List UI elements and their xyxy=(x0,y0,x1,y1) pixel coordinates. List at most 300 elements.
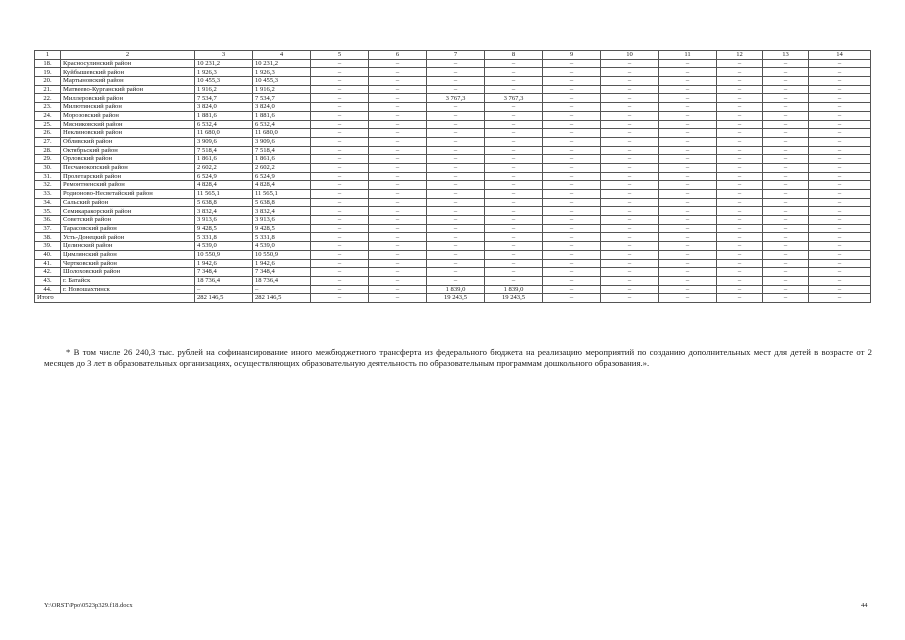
value-cell: – xyxy=(659,259,717,268)
value-cell: – xyxy=(485,103,543,112)
value-cell: – xyxy=(543,146,601,155)
row-number-cell: 37. xyxy=(35,224,61,233)
value-cell: – xyxy=(311,77,369,86)
value-cell: 1 926,3 xyxy=(195,68,253,77)
total-value-cell: 19 243,5 xyxy=(485,294,543,303)
value-cell: – xyxy=(659,146,717,155)
value-cell: – xyxy=(427,198,485,207)
value-cell: – xyxy=(369,242,427,251)
value-cell: – xyxy=(369,111,427,120)
value-cell: – xyxy=(311,259,369,268)
total-value-cell: – xyxy=(601,294,659,303)
value-cell: 1 839,0 xyxy=(485,285,543,294)
value-cell: – xyxy=(543,268,601,277)
value-cell: – xyxy=(659,242,717,251)
column-number-cell: 4 xyxy=(253,51,311,60)
value-cell: 18 736,4 xyxy=(253,276,311,285)
column-number-cell: 3 xyxy=(195,51,253,60)
value-cell: – xyxy=(427,207,485,216)
value-cell: – xyxy=(763,224,809,233)
value-cell: – xyxy=(427,85,485,94)
value-cell: 5 331,8 xyxy=(195,233,253,242)
value-cell: – xyxy=(763,94,809,103)
value-cell: – xyxy=(763,207,809,216)
total-value-cell: – xyxy=(763,294,809,303)
value-cell: – xyxy=(543,207,601,216)
district-name-cell: Куйбышевский район xyxy=(61,68,195,77)
value-cell: – xyxy=(369,181,427,190)
value-cell: – xyxy=(253,285,311,294)
column-number-cell: 1 xyxy=(35,51,61,60)
table-row xyxy=(35,250,871,259)
value-cell: – xyxy=(543,129,601,138)
table-header-row xyxy=(35,51,871,60)
value-cell: – xyxy=(427,155,485,164)
value-cell: – xyxy=(485,224,543,233)
value-cell: – xyxy=(369,198,427,207)
column-number-cell: 14 xyxy=(809,51,871,60)
value-cell: – xyxy=(311,250,369,259)
table-row xyxy=(35,103,871,112)
value-cell: – xyxy=(659,68,717,77)
value-cell: – xyxy=(717,259,763,268)
total-value-cell: 19 243,5 xyxy=(427,294,485,303)
district-name-cell: г. Новошахтинск xyxy=(61,285,195,294)
value-cell: – xyxy=(485,198,543,207)
value-cell: – xyxy=(311,216,369,225)
value-cell: – xyxy=(485,172,543,181)
row-number-cell: 24. xyxy=(35,111,61,120)
value-cell: – xyxy=(809,77,871,86)
value-cell: 6 532,4 xyxy=(253,120,311,129)
row-number-cell: 43. xyxy=(35,276,61,285)
value-cell: – xyxy=(485,216,543,225)
table-row xyxy=(35,224,871,233)
value-cell: – xyxy=(311,285,369,294)
table-row xyxy=(35,242,871,251)
value-cell: – xyxy=(369,216,427,225)
table-row xyxy=(35,172,871,181)
value-cell: – xyxy=(485,137,543,146)
district-name-cell: Семикаракорский район xyxy=(61,207,195,216)
value-cell: 7 518,4 xyxy=(253,146,311,155)
value-cell: – xyxy=(601,190,659,199)
district-name-cell: Советский район xyxy=(61,216,195,225)
value-cell: 9 428,5 xyxy=(253,224,311,233)
value-cell: – xyxy=(601,120,659,129)
district-name-cell: Милютинский район xyxy=(61,103,195,112)
value-cell: – xyxy=(763,129,809,138)
value-cell: – xyxy=(717,172,763,181)
value-cell: – xyxy=(659,94,717,103)
value-cell: – xyxy=(311,68,369,77)
column-number-cell: 10 xyxy=(601,51,659,60)
value-cell: – xyxy=(717,242,763,251)
table-row xyxy=(35,285,871,294)
value-cell: – xyxy=(427,59,485,68)
value-cell: 1 839,0 xyxy=(427,285,485,294)
value-cell: – xyxy=(659,172,717,181)
value-cell: 1 942,6 xyxy=(253,259,311,268)
value-cell: – xyxy=(485,181,543,190)
value-cell: – xyxy=(369,172,427,181)
value-cell: – xyxy=(809,276,871,285)
table-row xyxy=(35,137,871,146)
value-cell: – xyxy=(601,59,659,68)
value-cell: – xyxy=(427,111,485,120)
value-cell: – xyxy=(763,242,809,251)
value-cell: – xyxy=(543,94,601,103)
value-cell: – xyxy=(311,207,369,216)
row-number-cell: 33. xyxy=(35,190,61,199)
total-value-cell: – xyxy=(311,294,369,303)
value-cell: – xyxy=(717,250,763,259)
table-row xyxy=(35,155,871,164)
value-cell: – xyxy=(311,190,369,199)
value-cell: – xyxy=(543,111,601,120)
value-cell: 1 916,2 xyxy=(195,85,253,94)
district-name-cell: Красносулинский район xyxy=(61,59,195,68)
value-cell: – xyxy=(763,250,809,259)
column-number-cell: 11 xyxy=(659,51,717,60)
value-cell: – xyxy=(717,94,763,103)
row-number-cell: 30. xyxy=(35,163,61,172)
value-cell: – xyxy=(543,224,601,233)
total-value-cell: 282 146,5 xyxy=(195,294,253,303)
value-cell: – xyxy=(369,85,427,94)
row-number-cell: 20. xyxy=(35,77,61,86)
value-cell: 10 550,9 xyxy=(253,250,311,259)
value-cell: – xyxy=(311,242,369,251)
value-cell: – xyxy=(809,259,871,268)
value-cell: – xyxy=(427,163,485,172)
total-value-cell: 282 146,5 xyxy=(253,294,311,303)
district-name-cell: Усть-Донецкий район xyxy=(61,233,195,242)
value-cell: – xyxy=(601,207,659,216)
district-name-cell: Мартыновский район xyxy=(61,77,195,86)
value-cell: – xyxy=(311,120,369,129)
value-cell: – xyxy=(601,155,659,164)
value-cell: – xyxy=(601,216,659,225)
value-cell: – xyxy=(717,276,763,285)
value-cell: – xyxy=(427,250,485,259)
value-cell: – xyxy=(311,85,369,94)
value-cell: – xyxy=(601,94,659,103)
value-cell: – xyxy=(195,285,253,294)
value-cell: – xyxy=(809,181,871,190)
value-cell: – xyxy=(485,250,543,259)
value-cell: – xyxy=(485,85,543,94)
column-number-cell: 12 xyxy=(717,51,763,60)
value-cell: – xyxy=(763,77,809,86)
value-cell: – xyxy=(763,276,809,285)
value-cell: – xyxy=(717,85,763,94)
value-cell: – xyxy=(659,216,717,225)
value-cell: 6 524,9 xyxy=(195,172,253,181)
table-row xyxy=(35,85,871,94)
value-cell: – xyxy=(717,77,763,86)
value-cell: – xyxy=(427,216,485,225)
row-number-cell: 22. xyxy=(35,94,61,103)
value-cell: 3 913,6 xyxy=(195,216,253,225)
value-cell: – xyxy=(717,146,763,155)
value-cell: – xyxy=(659,85,717,94)
total-value-cell: – xyxy=(543,294,601,303)
value-cell: – xyxy=(763,146,809,155)
value-cell: – xyxy=(485,77,543,86)
row-number-cell: 26. xyxy=(35,129,61,138)
value-cell: – xyxy=(601,172,659,181)
value-cell: 10 231,2 xyxy=(195,59,253,68)
value-cell: 2 602,2 xyxy=(253,163,311,172)
table-row xyxy=(35,198,871,207)
value-cell: – xyxy=(717,111,763,120)
value-cell: – xyxy=(485,259,543,268)
value-cell: – xyxy=(809,224,871,233)
value-cell: – xyxy=(311,233,369,242)
table-row xyxy=(35,216,871,225)
value-cell: – xyxy=(369,129,427,138)
value-cell: – xyxy=(369,268,427,277)
value-cell: – xyxy=(427,233,485,242)
value-cell: 2 602,2 xyxy=(195,163,253,172)
page-number: 44 xyxy=(861,602,868,609)
total-value-cell: – xyxy=(659,294,717,303)
district-name-cell: Ремонтненский район xyxy=(61,181,195,190)
value-cell: – xyxy=(763,163,809,172)
value-cell: 3 824,0 xyxy=(195,103,253,112)
row-number-cell: 38. xyxy=(35,233,61,242)
table-row xyxy=(35,268,871,277)
value-cell: – xyxy=(659,224,717,233)
row-number-cell: 28. xyxy=(35,146,61,155)
value-cell: – xyxy=(763,216,809,225)
value-cell: – xyxy=(763,85,809,94)
value-cell: – xyxy=(369,94,427,103)
value-cell: 1 881,6 xyxy=(195,111,253,120)
row-number-cell: 42. xyxy=(35,268,61,277)
value-cell: – xyxy=(809,233,871,242)
budget-table xyxy=(34,50,871,303)
value-cell: – xyxy=(809,103,871,112)
district-name-cell: Октябрьский район xyxy=(61,146,195,155)
value-cell: – xyxy=(763,190,809,199)
value-cell: 1 916,2 xyxy=(253,85,311,94)
value-cell: – xyxy=(485,163,543,172)
value-cell: – xyxy=(601,181,659,190)
row-number-cell: 18. xyxy=(35,59,61,68)
value-cell: 1 926,3 xyxy=(253,68,311,77)
value-cell: – xyxy=(763,59,809,68)
value-cell: – xyxy=(543,190,601,199)
row-number-cell: 27. xyxy=(35,137,61,146)
value-cell: – xyxy=(601,198,659,207)
value-cell: – xyxy=(311,172,369,181)
value-cell: – xyxy=(601,146,659,155)
value-cell: 3 909,6 xyxy=(253,137,311,146)
row-number-cell: 25. xyxy=(35,120,61,129)
value-cell: – xyxy=(809,129,871,138)
value-cell: 1 942,6 xyxy=(195,259,253,268)
value-cell: 3 832,4 xyxy=(195,207,253,216)
value-cell: – xyxy=(311,146,369,155)
value-cell: – xyxy=(311,103,369,112)
value-cell: – xyxy=(763,172,809,181)
value-cell: – xyxy=(659,120,717,129)
value-cell: – xyxy=(311,224,369,233)
value-cell: 7 348,4 xyxy=(253,268,311,277)
value-cell: – xyxy=(659,103,717,112)
value-cell: – xyxy=(809,163,871,172)
value-cell: – xyxy=(427,146,485,155)
value-cell: – xyxy=(485,207,543,216)
value-cell: – xyxy=(369,120,427,129)
value-cell: – xyxy=(311,163,369,172)
value-cell: 4 539,0 xyxy=(195,242,253,251)
value-cell: – xyxy=(311,111,369,120)
district-name-cell: Целинский район xyxy=(61,242,195,251)
row-number-cell: 39. xyxy=(35,242,61,251)
value-cell: 3 913,6 xyxy=(253,216,311,225)
table-row xyxy=(35,111,871,120)
row-number-cell: 34. xyxy=(35,198,61,207)
table-row xyxy=(35,181,871,190)
value-cell: – xyxy=(485,120,543,129)
column-number-cell: 8 xyxy=(485,51,543,60)
value-cell: – xyxy=(717,207,763,216)
value-cell: – xyxy=(485,155,543,164)
value-cell: – xyxy=(659,268,717,277)
value-cell: 1 861,6 xyxy=(195,155,253,164)
total-value-cell: – xyxy=(809,294,871,303)
value-cell: – xyxy=(601,285,659,294)
value-cell: 3 824,0 xyxy=(253,103,311,112)
value-cell: – xyxy=(369,233,427,242)
value-cell: – xyxy=(809,146,871,155)
value-cell: 4 828,4 xyxy=(195,181,253,190)
value-cell: – xyxy=(601,68,659,77)
value-cell: – xyxy=(809,68,871,77)
value-cell: 3 767,3 xyxy=(427,94,485,103)
table-row xyxy=(35,163,871,172)
column-number-cell: 13 xyxy=(763,51,809,60)
value-cell: – xyxy=(311,276,369,285)
value-cell: – xyxy=(311,129,369,138)
table-row xyxy=(35,59,871,68)
value-cell: – xyxy=(601,233,659,242)
district-name-cell: Родионово-Несветайский район xyxy=(61,190,195,199)
value-cell: – xyxy=(809,85,871,94)
row-number-cell: 29. xyxy=(35,155,61,164)
value-cell: – xyxy=(369,285,427,294)
row-number-cell: 36. xyxy=(35,216,61,225)
value-cell: – xyxy=(809,207,871,216)
value-cell: – xyxy=(485,190,543,199)
value-cell: 7 518,4 xyxy=(195,146,253,155)
value-cell: – xyxy=(369,276,427,285)
district-name-cell: Тарасовский район xyxy=(61,224,195,233)
value-cell: – xyxy=(717,120,763,129)
value-cell: – xyxy=(311,94,369,103)
table-row xyxy=(35,94,871,103)
value-cell: 11 680,0 xyxy=(195,129,253,138)
value-cell: – xyxy=(485,233,543,242)
table-row xyxy=(35,120,871,129)
district-name-cell: Неклиновский район xyxy=(61,129,195,138)
value-cell: – xyxy=(485,276,543,285)
value-cell: – xyxy=(311,155,369,164)
value-cell: 7 348,4 xyxy=(195,268,253,277)
value-cell: – xyxy=(485,268,543,277)
value-cell: – xyxy=(809,59,871,68)
value-cell: – xyxy=(763,181,809,190)
value-cell: – xyxy=(369,137,427,146)
value-cell: – xyxy=(543,85,601,94)
value-cell: – xyxy=(369,103,427,112)
value-cell: – xyxy=(369,207,427,216)
value-cell: – xyxy=(659,137,717,146)
value-cell: – xyxy=(427,129,485,138)
row-number-cell: 19. xyxy=(35,68,61,77)
table-row xyxy=(35,190,871,199)
value-cell: 3 909,6 xyxy=(195,137,253,146)
column-number-cell: 9 xyxy=(543,51,601,60)
value-cell: – xyxy=(601,268,659,277)
value-cell: – xyxy=(809,242,871,251)
value-cell: – xyxy=(427,268,485,277)
value-cell: – xyxy=(659,207,717,216)
value-cell: – xyxy=(369,190,427,199)
value-cell: – xyxy=(659,285,717,294)
district-name-cell: Мясниковский район xyxy=(61,120,195,129)
value-cell: – xyxy=(543,216,601,225)
value-cell: – xyxy=(717,285,763,294)
row-number-cell: 32. xyxy=(35,181,61,190)
value-cell: – xyxy=(427,172,485,181)
value-cell: – xyxy=(809,155,871,164)
value-cell: – xyxy=(543,250,601,259)
value-cell: – xyxy=(809,250,871,259)
district-name-cell: Чертковский район xyxy=(61,259,195,268)
value-cell: 9 428,5 xyxy=(195,224,253,233)
value-cell: – xyxy=(543,68,601,77)
row-number-cell: 40. xyxy=(35,250,61,259)
table-row xyxy=(35,276,871,285)
district-name-cell: Обливский район xyxy=(61,137,195,146)
value-cell: – xyxy=(659,276,717,285)
value-cell: – xyxy=(601,111,659,120)
value-cell: – xyxy=(763,268,809,277)
value-cell: – xyxy=(659,59,717,68)
table-row xyxy=(35,259,871,268)
value-cell: – xyxy=(659,163,717,172)
value-cell: – xyxy=(369,59,427,68)
value-cell: – xyxy=(717,268,763,277)
value-cell: – xyxy=(485,68,543,77)
value-cell: – xyxy=(601,259,659,268)
value-cell: – xyxy=(543,233,601,242)
value-cell: – xyxy=(543,155,601,164)
value-cell: – xyxy=(717,59,763,68)
value-cell: – xyxy=(717,155,763,164)
value-cell: – xyxy=(427,103,485,112)
table-row xyxy=(35,129,871,138)
value-cell: – xyxy=(659,77,717,86)
value-cell: – xyxy=(763,233,809,242)
total-label-cell: Итого xyxy=(35,294,195,303)
value-cell: – xyxy=(717,129,763,138)
value-cell: – xyxy=(601,137,659,146)
